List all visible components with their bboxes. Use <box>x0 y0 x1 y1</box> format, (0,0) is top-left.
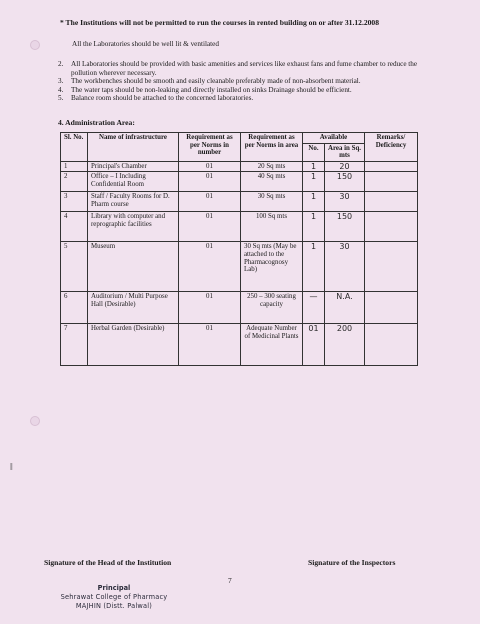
cell-area: 30 <box>325 242 365 292</box>
cell-req-number: 01 <box>179 292 241 324</box>
punch-hole-mark <box>30 40 40 50</box>
table-row <box>61 161 418 172</box>
cell-remarks <box>365 292 418 324</box>
cell-no: 1 <box>303 242 325 292</box>
administration-area-table <box>60 132 418 366</box>
list-item: 3. The workbenches should be smooth and easily cleanable preferably made of non-absorbent material. <box>58 77 361 86</box>
cell-name: Museum <box>88 242 179 292</box>
cell-name: Staff / Faculty Rooms for D. Pharm course <box>88 192 179 212</box>
signature-head-label: Signature of the Head of the Institution <box>44 558 172 567</box>
header-no: No. <box>303 143 325 161</box>
header-req-area: Requirement as per Norms in area <box>241 133 303 162</box>
stamp-line-principal: Principal <box>97 584 131 592</box>
cell-req-area: 30 Sq mts <box>241 192 303 212</box>
header-area: Area in Sq. mts <box>325 143 365 161</box>
cell-sl: 3 <box>61 192 88 212</box>
punch-hole-mark <box>30 416 40 426</box>
list-item: 5. Balance room should be attached to the concerned laboratories. <box>58 94 254 103</box>
header-name: Name of infrastructure <box>88 133 179 162</box>
top-note: * The Institutions will not be permitted to run the courses in rented building on or after 31.12.2008 <box>60 18 380 27</box>
cell-no: 1 <box>303 161 325 172</box>
cell-sl: 6 <box>61 292 88 324</box>
cell-no: 1 <box>303 212 325 242</box>
cell-name: Auditorium / Multi Purpose Hall (Desirable) <box>88 292 179 324</box>
list-item: 2. All Laboratories should be provided with basic amenities and services like exhaust fans and fume chamber to reduce the pollution wherever necessary. <box>58 60 418 77</box>
cell-no: 01 <box>303 324 325 366</box>
cell-req-area: 100 Sq mts <box>241 212 303 242</box>
cell-sl: 5 <box>61 242 88 292</box>
cell-req-number: 01 <box>179 172 241 192</box>
cell-name: Library with computer and reprographic facilities <box>88 212 179 242</box>
cell-sl: 1 <box>61 161 88 172</box>
principal-stamp <box>44 584 184 611</box>
header-req-number: Requirement as per Norms in number <box>179 133 241 162</box>
cell-area: 150 <box>325 172 365 192</box>
cell-name: Herbal Garden (Desirable) <box>88 324 179 366</box>
intro-line: All the Laboratories should be well lit & ventilated <box>72 40 219 48</box>
table-row <box>61 212 418 242</box>
list-item: 4. The water taps should be non-leaking and directly installed on sinks Drainage should be efficient. <box>58 85 352 94</box>
section-title: 4. Administration Area: <box>58 118 135 127</box>
cell-remarks <box>365 324 418 366</box>
cell-name: Office – I Including Confidential Room <box>88 172 179 192</box>
cell-area: 200 <box>325 324 365 366</box>
header-available: Available <box>303 133 365 144</box>
cell-req-number: 01 <box>179 192 241 212</box>
cell-name: Principal's Chamber <box>88 161 179 172</box>
cell-sl: 7 <box>61 324 88 366</box>
stamp-line-college: Sehrawat College of Pharmacy <box>60 593 168 601</box>
cell-req-number: 01 <box>179 161 241 172</box>
table-row <box>61 242 418 292</box>
cell-no: 1 <box>303 192 325 212</box>
page-number: 7 <box>228 576 232 585</box>
cell-remarks <box>365 242 418 292</box>
signature-inspectors-label: Signature of the Inspectors <box>308 558 396 567</box>
cell-req-area: 40 Sq mts <box>241 172 303 192</box>
table-row <box>61 324 418 366</box>
cell-no: 1 <box>303 172 325 192</box>
header-sl: Sl. No. <box>61 133 88 162</box>
cell-req-number: 01 <box>179 324 241 366</box>
table-row <box>61 292 418 324</box>
cell-area: 30 <box>325 192 365 212</box>
table-row <box>61 192 418 212</box>
cell-no: — <box>303 292 325 324</box>
header-remarks: Remarks/ Deficiency <box>365 133 418 162</box>
margin-mark: ǁ <box>10 462 13 473</box>
cell-sl: 4 <box>61 212 88 242</box>
cell-area: 150 <box>325 212 365 242</box>
cell-sl: 2 <box>61 172 88 192</box>
cell-req-area: 20 Sq mts <box>241 161 303 172</box>
cell-remarks <box>365 172 418 192</box>
conditions-list <box>58 52 438 102</box>
cell-req-area: 250 – 300 seating capacity <box>241 292 303 324</box>
cell-req-number: 01 <box>179 242 241 292</box>
cell-remarks <box>365 212 418 242</box>
cell-area: 20 <box>325 161 365 172</box>
cell-req-area: 30 Sq mts (May be attached to the Pharmacognosy Lab) <box>241 242 303 292</box>
cell-req-number: 01 <box>179 212 241 242</box>
cell-area: N.A. <box>325 292 365 324</box>
cell-remarks <box>365 192 418 212</box>
stamp-line-address: MAJHIN (Distt. Palwal) <box>75 602 153 610</box>
cell-req-area: Adequate Number of Medicinal Plants <box>241 324 303 366</box>
table-row <box>61 172 418 192</box>
cell-remarks <box>365 161 418 172</box>
